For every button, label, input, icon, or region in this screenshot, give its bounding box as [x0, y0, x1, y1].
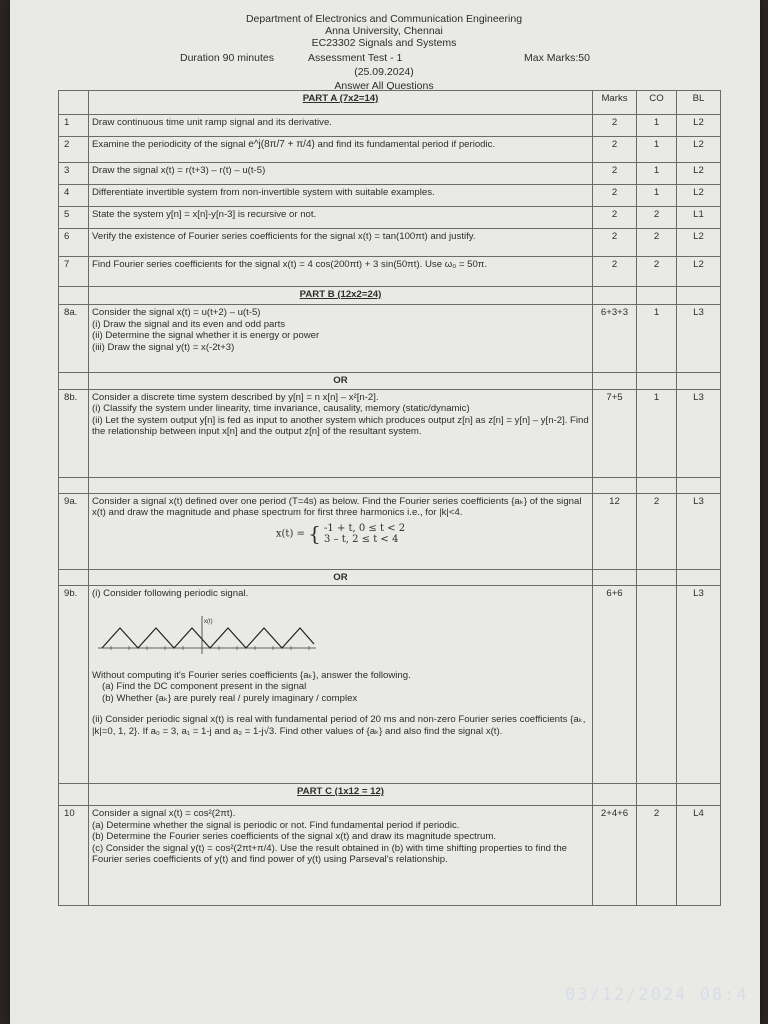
wave-label: x(t) [204, 618, 213, 625]
piecewise-equation: x(t) = { -1 + t, 0 ≤ t < 2 3 – t, 2 ≤ t < 4 [275, 520, 406, 545]
table-row: 8b. Consider a discrete time system described by y[n] = n x[n] – x²[n-2]. (i) Classify the system under linearity, time invariance, causality, memory (static/dynamic) (ii) Let the system output y[n] is fed as input to another system which produces output z[n] as z[n] = y[n] – y[n-2]. Find the relationship between input x[n] and the output z[n] of the resultant system. 7+5 1 L3 [59, 389, 721, 477]
part-c-title: PART C (1x12 = 12) [89, 784, 593, 806]
col-co: CO [637, 91, 677, 115]
university-name: Anna University, Chennai [325, 25, 443, 37]
question-text: Consider a discrete time system described by y[n] = n x[n] – x²[n-2]. (i) Classify the system under linearity, time invariance, causality, memory (static/dynamic) (ii) Let the system output y[n] is fed as input to another system which produces output z[n] as z[n] = y[n] – y[n-2]. Find the relationship between input x[n] and the output z[n] of the resultant system. [89, 389, 593, 477]
table-row: 10 Consider a signal x(t) = cos²(2πt). (a) Determine whether the signal is periodic or not. Find fundamental period if periodic. (b) Determine the Fourier series coefficients of the signal x(t) and draw its magnitude spectrum. (c) Consider the signal y(t) = cos²(2πt+π/4). Use the result obtained in (b) with time shifting properties to find the Fourier series coefficients of y(t) and find power of y(t) using Parseval's relationship. 2+4+6 2 L4 [59, 806, 721, 906]
question-text: Consider a signal x(t) defined over one period (T=4s) as below. Find the Fourier series coefficients {aₖ} of the signal x(t) and draw the magnitude and phase spectrum for first three harmonics i.e., for |k|<4. x(t) = { -1 + t, 0 ≤ t < 2 3 – t, 2 ≤ t < 4 [89, 493, 593, 569]
periodic-triangle-wave [98, 614, 318, 660]
table-row: 4 Differentiate invertible system from non-invertible system with suitable examples. 2 1 L2 [59, 185, 721, 207]
question-table [58, 90, 721, 906]
department-title: Department of Electronics and Communication Engineering [245, 13, 523, 25]
table-row: 7 Find Fourier series coefficients for the signal x(t) = 4 cos(200πt) + 3 sin(50πt). Use ω₀ = 50π. 2 2 L2 [59, 257, 721, 287]
table-row: 5 State the system y[n] = x[n]-y[n-3] is recursive or not. 2 2 L1 [59, 207, 721, 229]
table-row: 6 Verify the existence of Fourier series coefficients for the signal x(t) = tan(100πt) and justify. 2 2 L2 [59, 229, 721, 257]
col-bl: BL [677, 91, 721, 115]
col-marks: Marks [593, 91, 637, 115]
question-text: Draw continuous time unit ramp signal and its derivative. [89, 115, 593, 137]
or-label: OR [89, 373, 593, 390]
question-text: Consider a signal x(t) = cos²(2πt). (a) Determine whether the signal is periodic or not. Find fundamental period if periodic. (b) Determine the Fourier series coefficients of the signal x(t) and draw its magnitude spectrum. (c) Consider the signal y(t) = cos²(2πt+π/4). Use the result obtained in (b) with time shifting properties to find the Fourier series coefficients of y(t) and find power of y(t) using Parseval's relationship. [89, 806, 593, 906]
question-text: Verify the existence of Fourier series coefficients for the signal x(t) = tan(100πt) and justify. [89, 229, 593, 257]
photo-timestamp: 03/12/2024 08:4 [565, 985, 749, 1005]
course-title: EC23302 Signals and Systems [311, 37, 457, 49]
exam-date: (25.09.2024) [354, 66, 414, 78]
table-row: 2 Examine the periodicity of the signal e^j(8π/7 + π/4) and find its fundamental period if periodic. 2 1 L2 [59, 137, 721, 163]
duration: Duration 90 minutes [180, 52, 274, 64]
table-row: 9a. Consider a signal x(t) defined over one period (T=4s) as below. Find the Fourier series coefficients {aₖ} of the signal x(t) and draw the magnitude and phase spectrum for first three harmonics i.e., for |k|<4. x(t) = { -1 + t, 0 ≤ t < 2 3 – t, 2 ≤ t < 4 12 2 L3 [59, 493, 721, 569]
part-b-title: PART B (12x2=24) [89, 287, 593, 305]
question-text: (i) Consider following periodic signal. x(t) Without computing it's Fourier series coefficients {aₖ}, answer the following. (a) Find the DC component present in the signal (b) Whether {aₖ} are purely real / purely imaginary / complex (ii) Consider periodic signal x(t) is real with fundamental period of 20 ms and non-zero Fourier series coefficients {aₖ, |k|=0, 1, 2}. If a₀ = 3, a₁ = 1-j and a₂ = 1-j√3. Find other values of {aₖ} and also find the signal x(t). [89, 586, 593, 784]
test-name: Assessment Test - 1 [308, 52, 403, 64]
table-row: 1 Draw continuous time unit ramp signal and its derivative. 2 1 L2 [59, 115, 721, 137]
question-text: Find Fourier series coefficients for the signal x(t) = 4 cos(200πt) + 3 sin(50πt). Use ω₀ = 50π. [89, 257, 593, 287]
question-text: Differentiate invertible system from non-invertible system with suitable examples. [89, 185, 593, 207]
max-marks: Max Marks:50 [524, 52, 590, 64]
table-row: 8a. Consider the signal x(t) = u(t+2) – u(t-5) (i) Draw the signal and its even and odd parts (ii) Determine the signal whether it is energy or power (iii) Draw the signal y(t) = x(-2t+3) 6+3+3 1 L3 [59, 305, 721, 373]
exponent-expression: e^j(8π/7 + π/4) [248, 139, 315, 150]
table-row: 9b. (i) Consider following periodic signal. x(t) Without computing it's Fourier series coefficients {aₖ}, answer the following. (a) Find the DC component present in the signal (b) Whether {aₖ} are purely real / purely imaginary / complex (ii) Consider periodic signal x(t) is real with fundamental period of 20 ms and non-zero Fourier series coefficients {aₖ, |k|=0, 1, 2}. If a₀ = 3, a₁ = 1-j and a₂ = 1-j√3. Find other values of {aₖ} and also find the signal x(t). 6+6 L3 [59, 586, 721, 784]
question-text: Examine the periodicity of the signal e^j(8π/7 + π/4) and find its fundamental period if periodic. [89, 137, 593, 163]
question-text: Draw the signal x(t) = r(t+3) – r(t) – u(t-5) [89, 163, 593, 185]
question-text: Consider the signal x(t) = u(t+2) – u(t-5) (i) Draw the signal and its even and odd parts (ii) Determine the signal whether it is energy or power (iii) Draw the signal y(t) = x(-2t+3) [89, 305, 593, 373]
instruction: Answer All Questions [334, 80, 434, 92]
table-row: 3 Draw the signal x(t) = r(t+3) – r(t) – u(t-5) 2 1 L2 [59, 163, 721, 185]
or-label: OR [89, 569, 593, 586]
question-text: State the system y[n] = x[n]-y[n-3] is recursive or not. [89, 207, 593, 229]
part-a-title: PART A (7x2=14) [89, 91, 593, 115]
